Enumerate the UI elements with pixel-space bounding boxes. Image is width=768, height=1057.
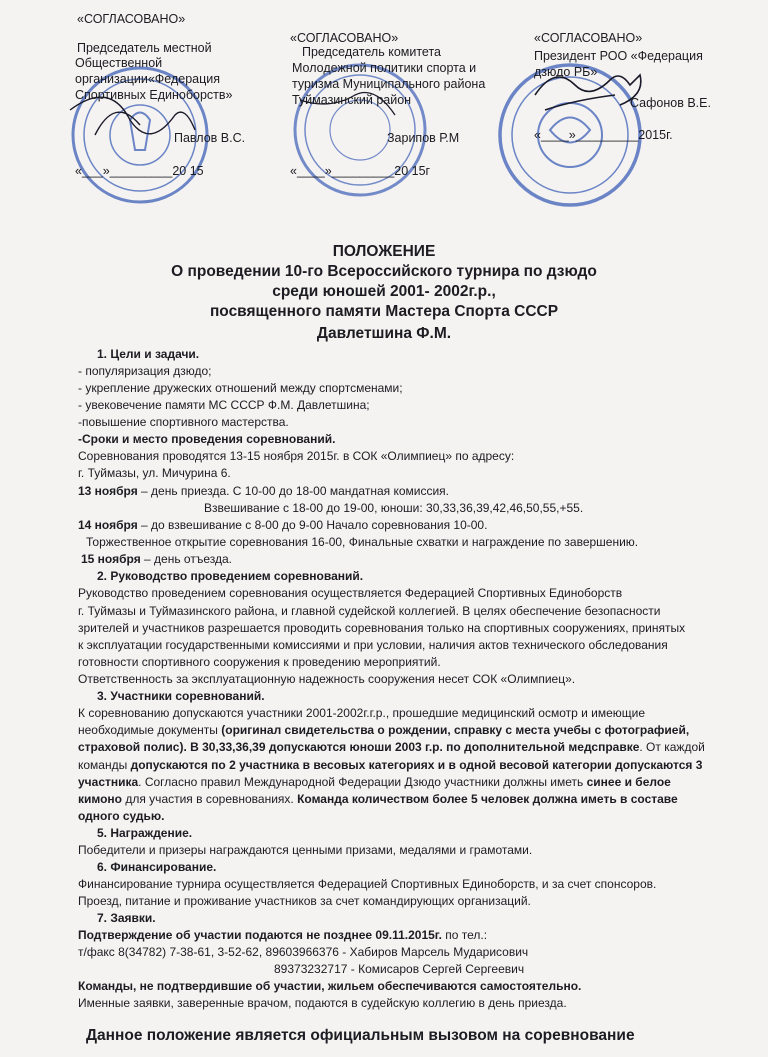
paragraph-line: Команды, не подтвердившие об участии, жильем обеспечиваются самостоятельно. xyxy=(78,979,582,993)
dates-text: Соревнования проводятся 13-15 ноября 2015г. в СОК «Олимпиец» по адресу: xyxy=(78,449,515,463)
paragraph-line xyxy=(78,792,678,807)
text-run-bold: Подтверждение об участии подаются не позднее 09.11.2015г. xyxy=(78,928,442,942)
section-heading: 1. Цели и задачи. xyxy=(97,347,200,361)
section-heading: 2. Руководство проведением соревнований. xyxy=(97,569,364,583)
paragraph-line xyxy=(78,775,671,790)
doc-title-5: Давлетшина Ф.М. xyxy=(316,325,452,342)
text-run: команды xyxy=(78,758,131,772)
contact-line: 89373232717 - Комисаров Сергей Сергеевич xyxy=(274,962,525,976)
approval-line: Председатель местной xyxy=(77,41,212,55)
paragraph-line xyxy=(78,740,705,755)
text-run-bold: Команда количеством более 5 человек должна иметь в составе xyxy=(297,792,678,806)
text-run: по тел.: xyxy=(441,928,488,942)
approval-name: Зарипов Р.М xyxy=(387,131,460,145)
text-run-bold: допускаются по 2 участника в весовых категориях и в одной весовой категории допускаются 3 xyxy=(130,758,703,772)
weigh-in-text: Взвешивание с 18-00 до 19-00, юноши: 30,33,36,39,42,46,50,55,+55. xyxy=(204,501,584,515)
contact-line: т/факс 8(34782) 7-38-61, 3-52-62, 89603966376 - Хабиров Марсель Мударисович xyxy=(78,945,529,959)
approval-line: Туймазинский район xyxy=(292,93,412,107)
approval-head: «СОГЛАСОВАНО» xyxy=(77,12,186,26)
approval-head: «СОГЛАСОВАНО» xyxy=(534,31,643,45)
doc-title-3: среди юношей 2001- 2002г.р., xyxy=(272,283,496,300)
paragraph-line xyxy=(78,758,702,773)
paragraph-line: к эксплуатации государственными комиссиями и при условии, наличия актов технического обследования xyxy=(78,638,668,652)
approval-name: Павлов В.С. xyxy=(174,131,246,145)
list-item: - популяризация дзюдо; xyxy=(78,364,212,378)
day-text: – до взвешивание с 8-00 до 9-00 Начало соревнования 10-00. xyxy=(137,518,488,532)
text-run-bold: кимоно xyxy=(78,792,123,806)
text-run-bold: синее и белое xyxy=(586,775,671,789)
list-item: - увековечение памяти МС СССР Ф.М. Давлетшина; xyxy=(78,398,370,412)
day-text: – день отъезда. xyxy=(140,552,232,566)
section-heading: 3. Участники соревнований. xyxy=(97,689,265,703)
paragraph-line: Ответственность за эксплуатационную надежность сооружения несет СОК «Олимпиец». xyxy=(78,672,576,686)
paragraph-line: готовности спортивного сооружения к проведению мероприятий. xyxy=(78,655,441,669)
opening-text: Торжественное открытие соревнования 16-00, Финальные схватки и награждение по завершению. xyxy=(86,535,639,549)
approval-date: «___»_________20 15 xyxy=(75,164,204,178)
list-item: - укрепление дружеских отношений между спортсменами; xyxy=(78,381,403,395)
approval-line: Председатель комитета xyxy=(302,45,442,59)
day-text: – день приезда. С 10-00 до 18-00 мандатная комиссия. xyxy=(137,484,449,498)
paragraph-line: зрителей и участников разрешается проводить соревнования только на спортивных сооружениях, принятых xyxy=(78,621,686,635)
schedule-day-14 xyxy=(78,518,487,533)
approval-date: «____»_________20 15г xyxy=(290,164,431,178)
paragraph-line: г. Туймазы и Туймазинского района, и главной судейской коллегией. В целях обеспечение безопасности xyxy=(78,604,661,618)
list-item: -повышение спортивного мастерства. xyxy=(78,415,289,429)
approval-line: Общественной xyxy=(75,56,163,70)
address-text: г. Туймазы, ул. Мичурина 6. xyxy=(78,466,231,480)
text-run-bold: участника xyxy=(78,775,139,789)
text-run: необходимые документы xyxy=(78,723,222,737)
day-label: 13 ноября xyxy=(78,484,138,498)
section-heading: 5. Награждение. xyxy=(97,826,193,840)
section-heading: 7. Заявки. xyxy=(97,911,156,925)
approval-line: Президент РОО «Федерация xyxy=(534,49,703,63)
approval-name: Сафонов В.Е. xyxy=(630,96,711,110)
approval-date: «____»_________2015г. xyxy=(534,128,673,142)
approval-line: дзюдо РБ» xyxy=(534,65,598,79)
approval-line: Молодежной политики спорта и xyxy=(292,61,477,75)
paragraph-line: Именные заявки, заверенные врачом, подаются в судейскую коллегию в день приезда. xyxy=(78,996,567,1010)
paragraph-line: Проезд, питание и проживание участников за счет командирующих организаций. xyxy=(78,894,531,908)
text-run-bold: (оригинал свидетельства о рождении, справку с места учебы с фотографией, xyxy=(221,723,690,737)
text-run: для участия в соревнованиях. xyxy=(122,792,298,806)
schedule-day-13 xyxy=(78,484,449,499)
text-run-bold: страховой полис). В 30,33,36,39 допускаются юноши 2003 г.р. по дополнительной медсправке xyxy=(78,740,640,754)
paragraph-line xyxy=(78,928,487,943)
text-run: . Согласно правил Международной Федерации Дзюдо участники должны иметь xyxy=(138,775,587,789)
paragraph-line xyxy=(78,723,689,738)
day-label: 15 ноября xyxy=(81,552,141,566)
doc-title-1: ПОЛОЖЕНИЕ xyxy=(332,243,436,260)
day-label: 14 ноября xyxy=(78,518,138,532)
doc-title-2: О проведении 10-го Всероссийского турнира по дзюдо xyxy=(171,263,597,280)
paragraph-line: Финансирование турнира осуществляется Федерацией Спортивных Единоборств, и за счет спонсоров. xyxy=(78,877,657,891)
approval-line: организации«Федерация xyxy=(75,72,221,86)
footer-statement: Данное положение является официальным вызовом на соревнование xyxy=(86,1027,635,1044)
approval-head: «СОГЛАСОВАНО» xyxy=(290,31,399,45)
paragraph-line: одного судью. xyxy=(78,809,165,823)
doc-title-4: посвященного памяти Мастера Спорта СССР xyxy=(209,303,559,320)
section-heading: 6. Финансирование. xyxy=(97,860,217,874)
schedule-day-15 xyxy=(81,552,232,567)
text-run: . От каждой xyxy=(639,740,705,754)
paragraph-line: К соревнованию допускаются участники 2001-2002г.г.р., прошедшие медицинский осмотр и имеющие xyxy=(78,706,646,720)
section-subheading: -Сроки и место проведения соревнований. xyxy=(78,432,336,446)
paragraph-line: Победители и призеры награждаются ценными призами, медалями и грамотами. xyxy=(78,843,533,857)
approval-line: туризма Муниципального района xyxy=(292,77,486,91)
approval-line: Спортивных Единоборств» xyxy=(75,88,233,102)
paragraph-line: Руководство проведением соревнования осуществляется Федерацией Спортивных Единоборств xyxy=(78,586,623,600)
